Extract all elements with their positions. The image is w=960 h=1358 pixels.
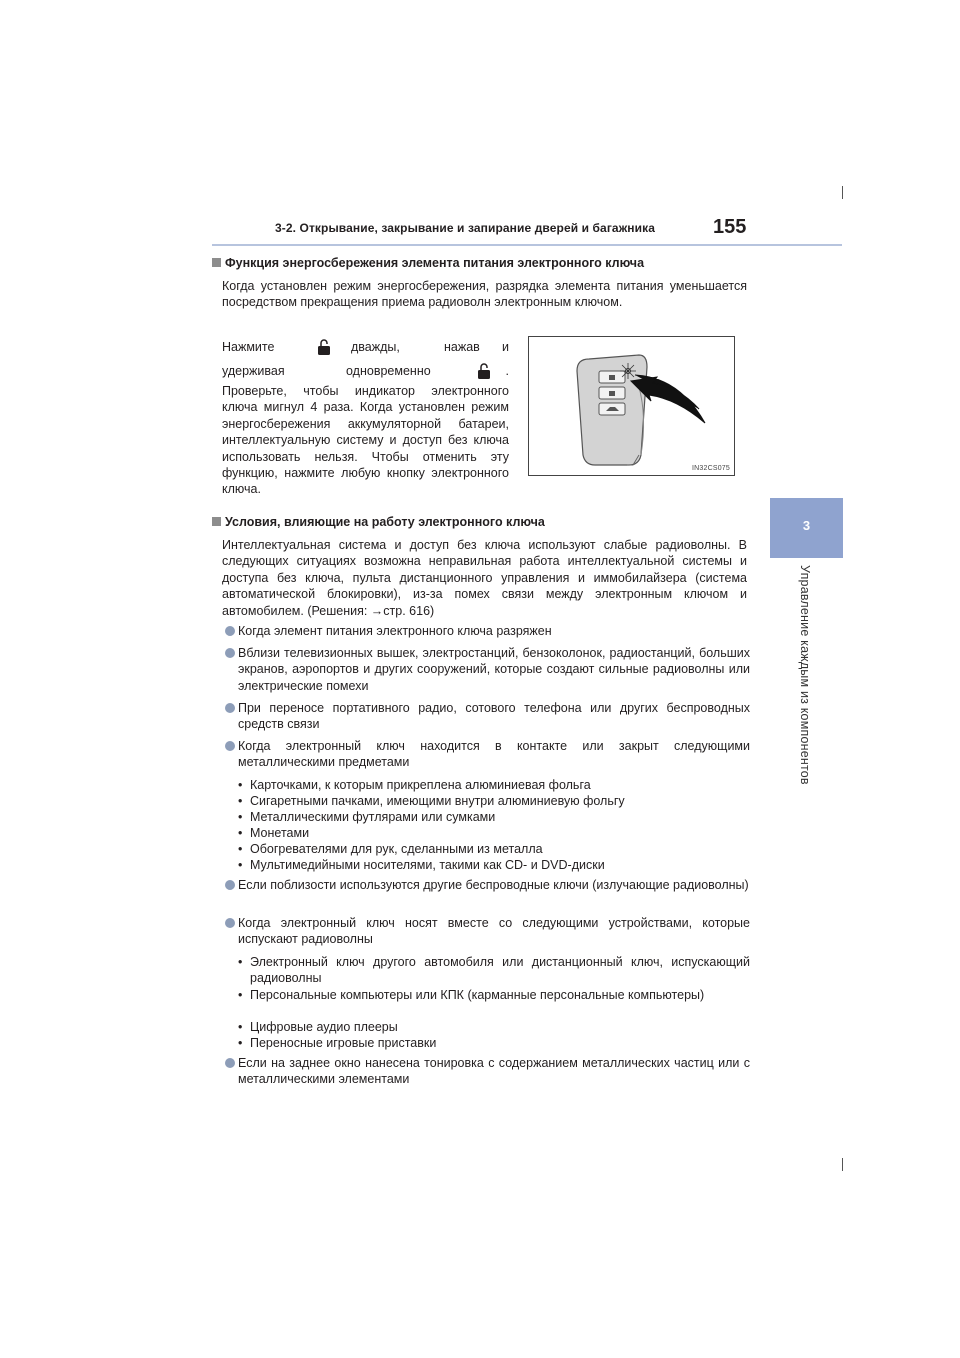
sub-item-text: Цифровые аудио плееры: [250, 1020, 398, 1034]
bullet-dot-icon: [225, 626, 235, 636]
bullet-char: •: [238, 1036, 243, 1050]
energy-saving-intro: Когда установлен режим энергосбережения, разрядка элемента питания уменьшается посредством прекращения приема радиоволн электронным ключом.: [222, 279, 747, 310]
condition-text: При переносе портативного радио, сотового телефона или других беспроводных средств связи: [238, 701, 750, 732]
conditions-heading: [212, 515, 545, 529]
sub-item-text: Металлическими футлярами или сумками: [250, 810, 496, 824]
electronic-key-illustration: [529, 337, 734, 475]
condition-text: Когда электронный ключ носят вместе со следующими устройствами, которые испускают радиоволны: [238, 916, 750, 947]
sub-item-text: Монетами: [250, 826, 310, 840]
sub-item-text: Обогревателями для рук, сделанными из металла: [250, 842, 543, 856]
twice-word: дважды,: [351, 340, 400, 354]
bullet-char: •: [238, 955, 243, 969]
electronic-key-figure: [528, 336, 735, 476]
page-number: 155: [713, 216, 747, 238]
sub-item-text: Мультимедийными носителями, такими как CD- и DVD-диски: [250, 858, 605, 872]
sub-item-text: Электронный ключ другого автомобиля или дистанционный ключ, испускающий радиоволны: [250, 955, 750, 986]
metal-object-item: [238, 809, 750, 825]
crop-mark-top: [842, 186, 843, 199]
chapter-tab: [770, 498, 843, 558]
square-marker-icon: [212, 258, 221, 267]
bullet-char: •: [238, 826, 243, 840]
heading-text: Условия, влияющие на работу электронного ключа: [225, 515, 545, 529]
condition-text: Когда электронный ключ находится в контакте или закрыт следующими металлическими предметами: [238, 739, 750, 770]
lock-icon: [317, 338, 331, 356]
bullet-char: •: [238, 778, 243, 792]
condition-text: Когда элемент питания электронного ключа разряжен: [238, 624, 552, 638]
energy-saving-heading: [212, 256, 644, 270]
sub-item-text: Персональные компьютеры или КПК (карманные персональные компьютеры): [250, 988, 705, 1002]
condition-item: [225, 645, 750, 694]
chapter-number: 3: [802, 518, 811, 533]
press-instruction-line2: [222, 362, 509, 380]
condition-item: [225, 915, 750, 948]
sub-item-text: Карточками, к которым прикреплена алюминиевая фольга: [250, 778, 591, 792]
sub-item-text: Переносные игровые приставки: [250, 1036, 437, 1050]
bullet-char: •: [238, 842, 243, 856]
bullet-dot-icon: [225, 741, 235, 751]
metal-object-item: [238, 777, 750, 793]
bullet-dot-icon: [225, 918, 235, 928]
sub-item-text: Сигаретными пачками, имеющими внутри алюминиевую фольгу: [250, 794, 625, 808]
header-rule: [212, 244, 842, 246]
condition-text: Если на заднее окно нанесена тонировка с содержанием металлических частиц или с металлическими элементами: [238, 1056, 750, 1087]
condition-text: Вблизи телевизионных вышек, электростанций, бензоколонок, радиостанций, больших экранов, аэропортов и других сооружений, которые создают сильные радиоволны или электрические помехи: [238, 646, 750, 693]
bullet-dot-icon: [225, 1058, 235, 1068]
press-instruction-line1: [222, 338, 509, 356]
figure-label: IN32CS075: [692, 465, 730, 472]
energy-saving-body: Проверьте, чтобы индикатор электронного ключа мигнул 4 раза. Когда установлен режим энергосбережения аккумуляторной батареи, интеллектуальную систему и доступ без ключа использовать нельзя. Чтобы отменить эту функцию, нажмите любую кнопку электронного ключа.: [222, 384, 509, 497]
bullet-dot-icon: [225, 703, 235, 713]
radio-device-item: [238, 1019, 750, 1035]
metal-object-item: [238, 857, 750, 873]
metal-object-item: [238, 825, 750, 841]
bullet-dot-icon: [225, 648, 235, 658]
square-marker-icon: [212, 517, 221, 526]
condition-item: [225, 700, 750, 733]
pressing-word: нажав: [444, 340, 480, 354]
condition-item: [225, 623, 750, 639]
lock-icon: [477, 362, 491, 380]
bullet-char: •: [238, 794, 243, 808]
holding-word: удерживая: [222, 364, 285, 378]
period: .: [505, 364, 509, 378]
bullet-char: •: [238, 810, 243, 824]
condition-item: [225, 1055, 750, 1088]
press-word: Нажмите: [222, 340, 275, 354]
simultaneously-word: одновременно: [346, 364, 431, 378]
metal-object-item: [238, 841, 750, 857]
bullet-char: •: [238, 988, 243, 1002]
section-title: 3-2. Открывание, закрывание и запирание дверей и багажника: [275, 221, 656, 235]
chapter-label: Управление каждым из компонентов: [798, 565, 812, 785]
and-word: и: [502, 340, 509, 354]
condition-item: [225, 738, 750, 771]
bullet-dot-icon: [225, 880, 235, 890]
metal-object-item: [238, 793, 750, 809]
condition-item: [225, 877, 750, 893]
bullet-char: •: [238, 1020, 243, 1034]
radio-device-item: [238, 1035, 750, 1051]
crop-mark-bottom: [842, 1158, 843, 1171]
bullet-char: •: [238, 858, 243, 872]
conditions-intro: Интеллектуальная система и доступ без ключа используют слабые радиоволны. В следующих ситуациях возможна неправильная работа интеллектуальной системы и доступа без ключа, пульта дистанционного управления и иммобилайзера (система автоматической блокировки), из-за помех связи между электронным ключом и автомобилем. (Решения: →стр. 616): [222, 538, 747, 618]
radio-device-item: [238, 954, 750, 987]
condition-text: Если поблизости используются другие беспроводные ключи (излучающие радиоволны): [238, 878, 749, 892]
heading-text: Функция энергосбережения элемента питания электронного ключа: [225, 256, 645, 270]
radio-device-item: [238, 987, 750, 1003]
